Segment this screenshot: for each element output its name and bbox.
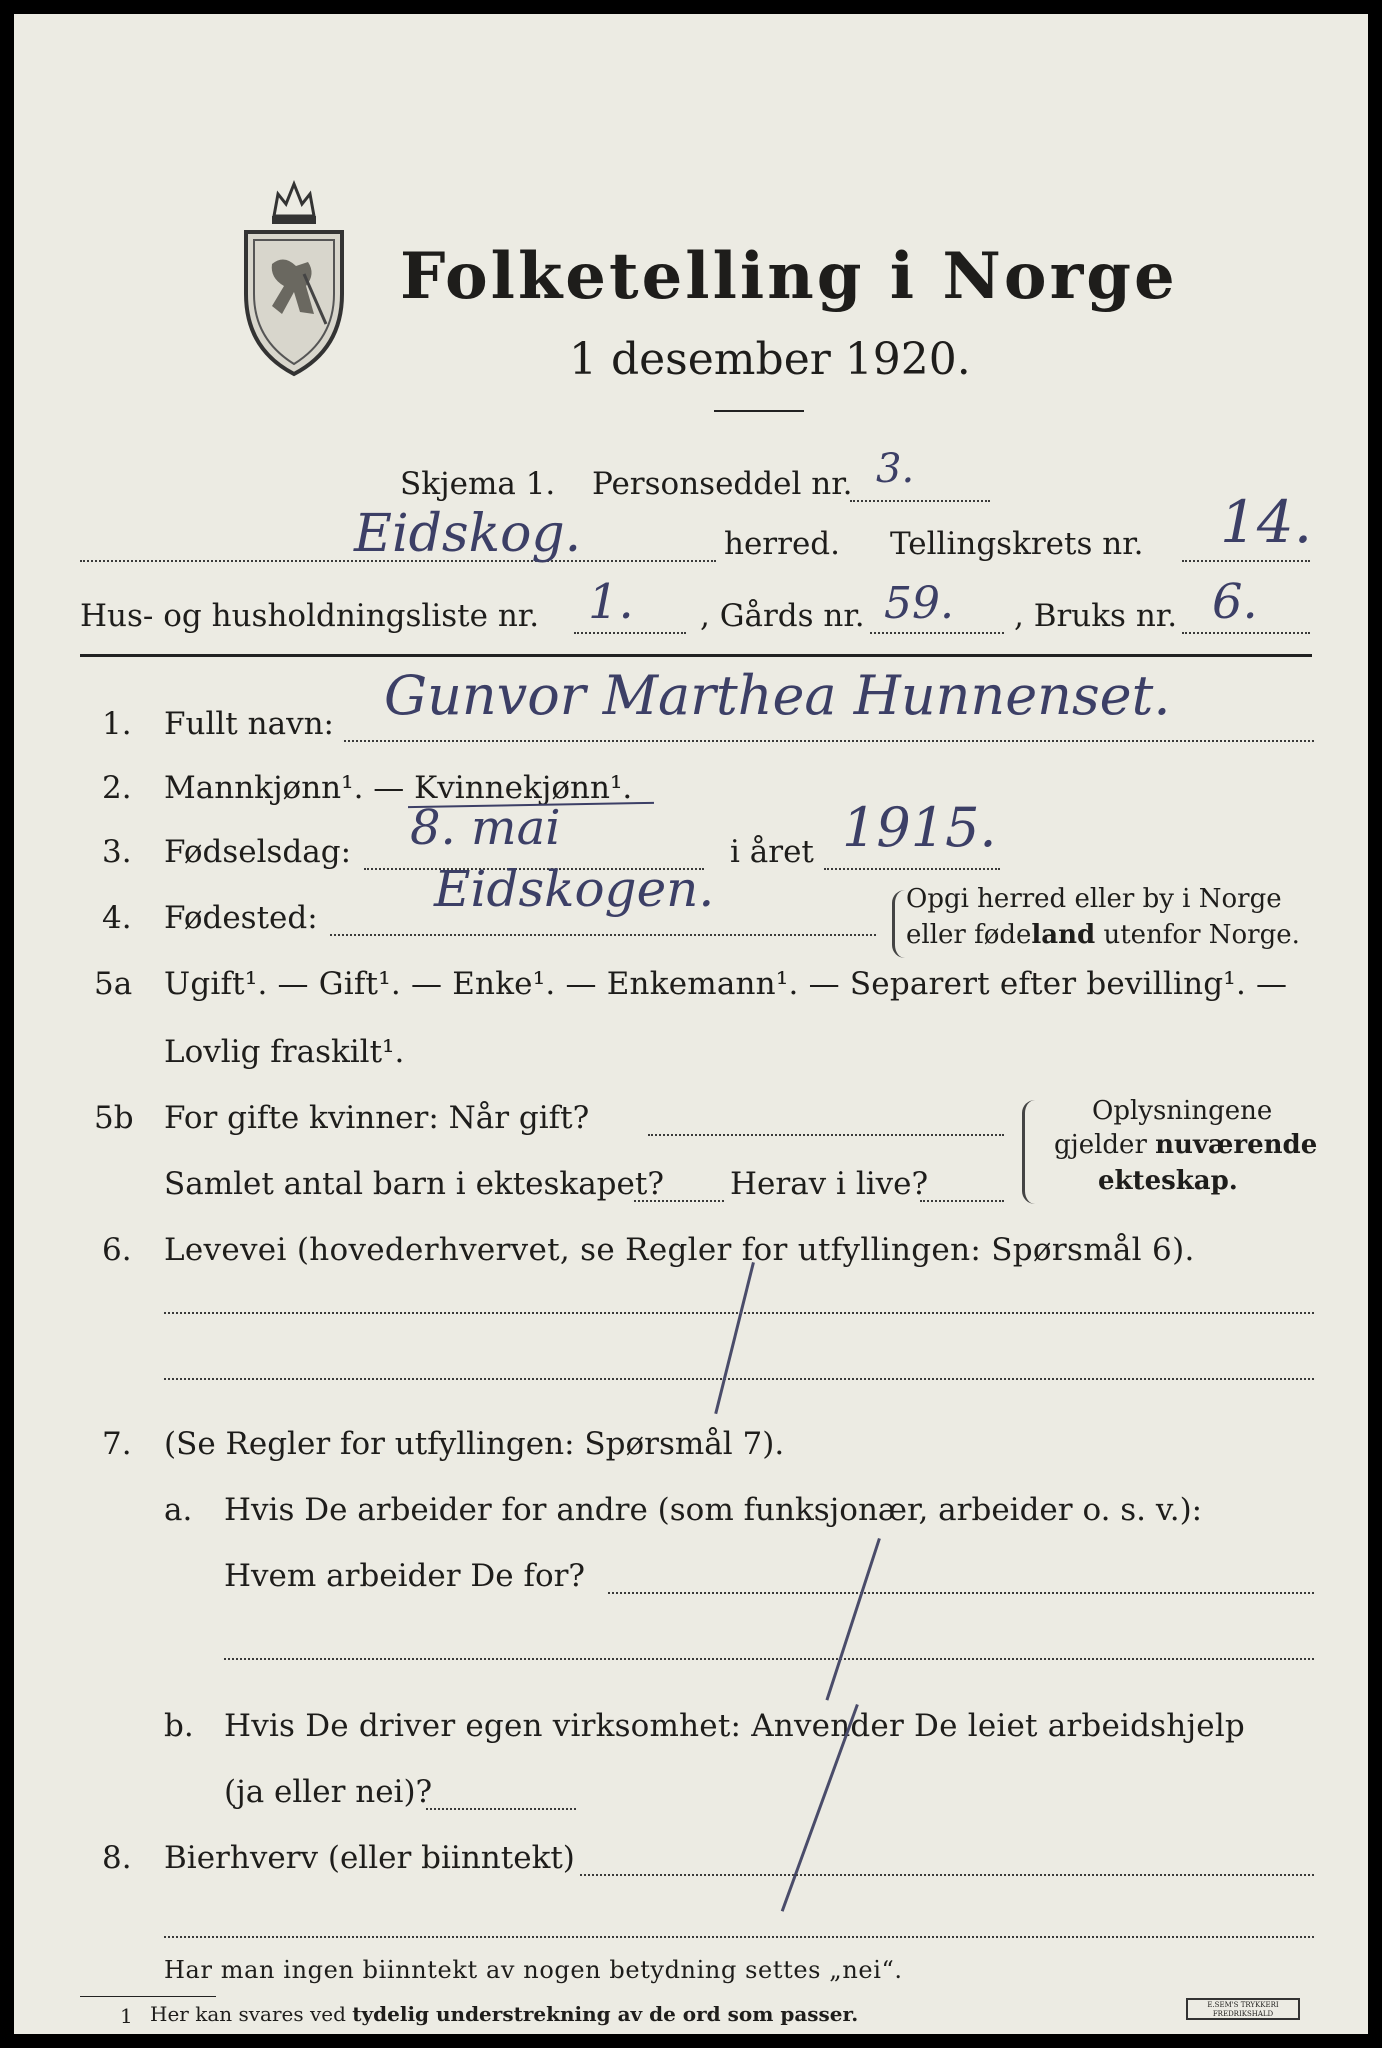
q2-number: 2.	[102, 770, 132, 806]
header-separator	[80, 654, 1312, 657]
footnote-rule	[80, 1996, 216, 1997]
q3-year-line	[824, 868, 1000, 870]
q3-label: Fødselsdag:	[164, 834, 352, 870]
q5b-note-line2: gjelder nuværende	[1054, 1130, 1318, 1160]
bruks-label: , Bruks nr.	[1014, 598, 1178, 634]
q5b-children-label: Samlet antal barn i ekteskapet?	[164, 1166, 664, 1202]
q8-note: Har man ingen biinntekt av nogen betydning settes „nei“.	[164, 1956, 903, 1984]
q5b-alive-line	[920, 1200, 1004, 1202]
q1-number: 1.	[102, 706, 132, 742]
printer-stamp: E.SEM'S TRYKKERI FREDRIKSHALD	[1186, 1998, 1300, 2020]
q7a-line2: Hvem arbeider De for?	[224, 1558, 586, 1594]
q7a-employer-line1	[608, 1592, 1314, 1594]
personseddel-value[interactable]: 3.	[876, 446, 915, 492]
q5b-note-line3: ekteskap.	[1098, 1166, 1238, 1196]
q4-note-line1: Opgi herred eller by i Norge	[906, 884, 1282, 914]
q7a-line1: Hvis De arbeider for andre (som funksjonær, arbeider o. s. v.):	[224, 1492, 1203, 1528]
q3-year-label: i året	[730, 834, 814, 870]
personseddel-line	[850, 500, 990, 502]
q8-line2	[164, 1936, 1314, 1938]
q6-line2	[164, 1378, 1314, 1380]
hus-value[interactable]: 1.	[588, 574, 634, 630]
q7a-employer-line2	[224, 1658, 1314, 1660]
personseddel-label: Personseddel nr.	[592, 466, 853, 502]
q4-line	[330, 934, 876, 936]
q5b-children-line	[634, 1200, 724, 1202]
q7-label: (Se Regler for utfyllingen: Spørsmål 7).	[164, 1426, 785, 1462]
hus-label: Hus- og husholdningsliste nr.	[80, 598, 540, 634]
q6-strike-mark	[714, 1262, 755, 1414]
q7b-line2: (ja eller nei)?	[224, 1774, 433, 1810]
q7-number: 7.	[102, 1426, 132, 1462]
q1-full-name[interactable]: Gunvor Marthea Hunnenset.	[384, 664, 1171, 727]
q5b-note-bracket	[1022, 1100, 1035, 1204]
q4-number: 4.	[102, 900, 132, 936]
title-divider	[714, 410, 804, 412]
q1-line	[344, 740, 1314, 742]
census-date: 1 desember 1920.	[569, 334, 971, 385]
q5b-number: 5b	[94, 1100, 134, 1136]
q2-label: Mannkjønn¹. — Kvinnekjønn¹.	[164, 770, 633, 806]
q4-note-bracket	[892, 890, 905, 958]
q4-birthplace[interactable]: Eidskogen.	[434, 860, 715, 918]
coat-of-arms-emblem	[234, 174, 354, 384]
q4-note-line2: eller fødeland utenfor Norge.	[906, 920, 1300, 950]
herred-value[interactable]: Eidskog.	[354, 504, 582, 564]
q4-label: Fødested:	[164, 900, 318, 936]
q3-birth-day[interactable]: 8. mai	[410, 800, 561, 856]
q3-number: 3.	[102, 834, 132, 870]
footnote-text: Her kan svares ved tydelig understrekning av de ord som passer.	[150, 2002, 859, 2026]
form-title: Folketelling i Norge	[400, 239, 1178, 314]
q5a-line2: Lovlig fraskilt¹.	[164, 1034, 405, 1070]
census-form-page	[14, 14, 1368, 2034]
q5a-number: 5a	[94, 966, 133, 1002]
q5b-alive-label: Herav i live?	[730, 1166, 929, 1202]
gards-label: , Gårds nr.	[700, 598, 865, 634]
footnote-mark: 1	[120, 2004, 133, 2028]
q6-label: Levevei (hovederhvervet, se Regler for utfyllingen: Spørsmål 6).	[164, 1232, 1195, 1268]
q5b-note-line1: Oplysningene	[1092, 1096, 1273, 1126]
q8-number: 8.	[102, 1840, 132, 1876]
gards-value[interactable]: 59.	[884, 578, 954, 629]
q8-label: Bierhverv (eller biinntekt)	[164, 1840, 575, 1876]
q5b-married-line	[648, 1134, 1004, 1136]
hus-line	[574, 632, 686, 634]
q7b-line1: Hvis De driver egen virksomhet: Anvender De leiet arbeidshjelp	[224, 1708, 1245, 1744]
tellingskrets-label: Tellingskrets nr.	[890, 526, 1144, 562]
q7b-letter: b.	[164, 1708, 194, 1744]
q1-label: Fullt navn:	[164, 706, 334, 742]
bruks-line	[1182, 632, 1310, 634]
herred-label: herred.	[724, 526, 840, 562]
tellingskrets-line	[1182, 560, 1310, 562]
q7b-answer-line	[426, 1808, 576, 1810]
q5b-line1: For gifte kvinner: Når gift?	[164, 1100, 590, 1136]
q5a-line1: Ugift¹. — Gift¹. — Enke¹. — Enkemann¹. — Separert efter bevilling¹. —	[164, 966, 1288, 1002]
q8-line1	[580, 1874, 1314, 1876]
tellingskrets-value[interactable]: 14.	[1220, 488, 1313, 556]
q7a-strike-mark	[825, 1538, 880, 1701]
gards-line	[870, 632, 1004, 634]
q6-number: 6.	[102, 1232, 132, 1268]
skjema-label: Skjema 1.	[400, 466, 556, 502]
q3-birth-year[interactable]: 1915.	[842, 796, 997, 859]
q7a-letter: a.	[164, 1492, 193, 1528]
bruks-value[interactable]: 6.	[1212, 574, 1258, 630]
